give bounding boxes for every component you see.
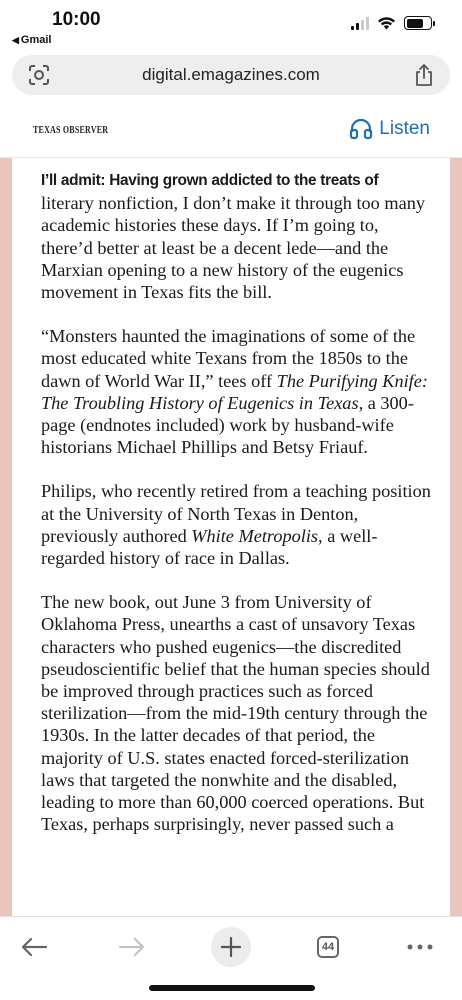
new-tab-circle xyxy=(211,927,251,967)
listen-label: Listen xyxy=(379,118,430,139)
back-app-label: Gmail xyxy=(20,34,52,46)
forward-button[interactable] xyxy=(112,927,152,967)
site-header xyxy=(0,106,462,158)
article-paragraph-4: The new book, out June 3 from University of Oklahoma Press, unearths a cast of unsavory Texas characters who pushed eugenics—the discredited pseudoscientific belief that the human species should be improved through practices such as forced sterilization—from the mid-19th century through the 1930s. In the latter decades of that period, the majority of U.S. states enacted forced-sterilization laws that targeted the nonwhite and the disabled, leading to more than 60,000 coerced operations. But Texas, perhaps surprisingly, never passed such a xyxy=(41,592,430,835)
status-icons xyxy=(351,16,432,30)
address-bar[interactable] xyxy=(12,55,450,95)
article-paragraph-2 xyxy=(41,325,434,458)
prior-book-title: White Metropolis, xyxy=(191,525,323,546)
tab-count: 44 xyxy=(317,936,339,958)
wifi-icon xyxy=(377,16,396,30)
url-text[interactable]: digital.emagazines.com xyxy=(142,65,320,84)
back-triangle-icon: ◀ xyxy=(12,35,19,45)
article-p3-text-b: a well-regarded history of race in Dallas. xyxy=(41,525,378,569)
plus-icon xyxy=(221,937,241,957)
article-body xyxy=(12,158,450,916)
cellular-signal-icon xyxy=(351,17,369,30)
status-bar xyxy=(0,0,462,50)
new-tab-button[interactable] xyxy=(210,927,252,967)
battery-icon xyxy=(404,16,432,30)
status-time: 10:00 xyxy=(52,9,101,30)
article-frame xyxy=(0,158,462,916)
article-paragraph-3 xyxy=(41,480,434,569)
article-p3-text-a: Philips, who recently retired from a teaching position at the University of North Texas in Denton, previously authored xyxy=(41,481,431,546)
share-icon[interactable] xyxy=(414,63,434,87)
home-indicator[interactable] xyxy=(149,985,315,991)
tab-switcher-button[interactable] xyxy=(308,927,348,967)
more-menu-button[interactable] xyxy=(400,927,440,967)
article-p1-text: literary nonfiction, I don’t make it through too many academic histories these days. If I’m going to, there’d better at least be a decent lede—and the Marxian opening to a new history of the eugenics movement in Texas fits the bill. xyxy=(41,193,425,303)
article-paragraph-1 xyxy=(41,168,434,303)
book-title: The Purifying Knife: The Troubling History of Eugenics in Texas xyxy=(41,370,428,413)
article-p2-text-a: “Monsters haunted the imaginations of some of the most educated white Texans from the 1850s to the dawn of World War II,” tees off xyxy=(41,326,416,391)
article-lead-in: I’ll admit: Having grown addicted to the treats of xyxy=(41,172,379,189)
back-to-app-link[interactable] xyxy=(12,34,52,46)
site-logo[interactable]: TEXAS OBSERVER xyxy=(33,123,109,136)
back-button[interactable] xyxy=(14,927,54,967)
headphones-icon xyxy=(349,117,373,141)
listen-button[interactable] xyxy=(349,117,430,141)
arrow-right-icon xyxy=(118,936,146,958)
more-dots-icon xyxy=(407,944,433,950)
article-p2-text-b: , a 300-page (endnotes included) work by husband-wife historians Michael Phillips and Betsy Friauf. xyxy=(41,392,414,458)
arrow-left-icon xyxy=(20,936,48,958)
